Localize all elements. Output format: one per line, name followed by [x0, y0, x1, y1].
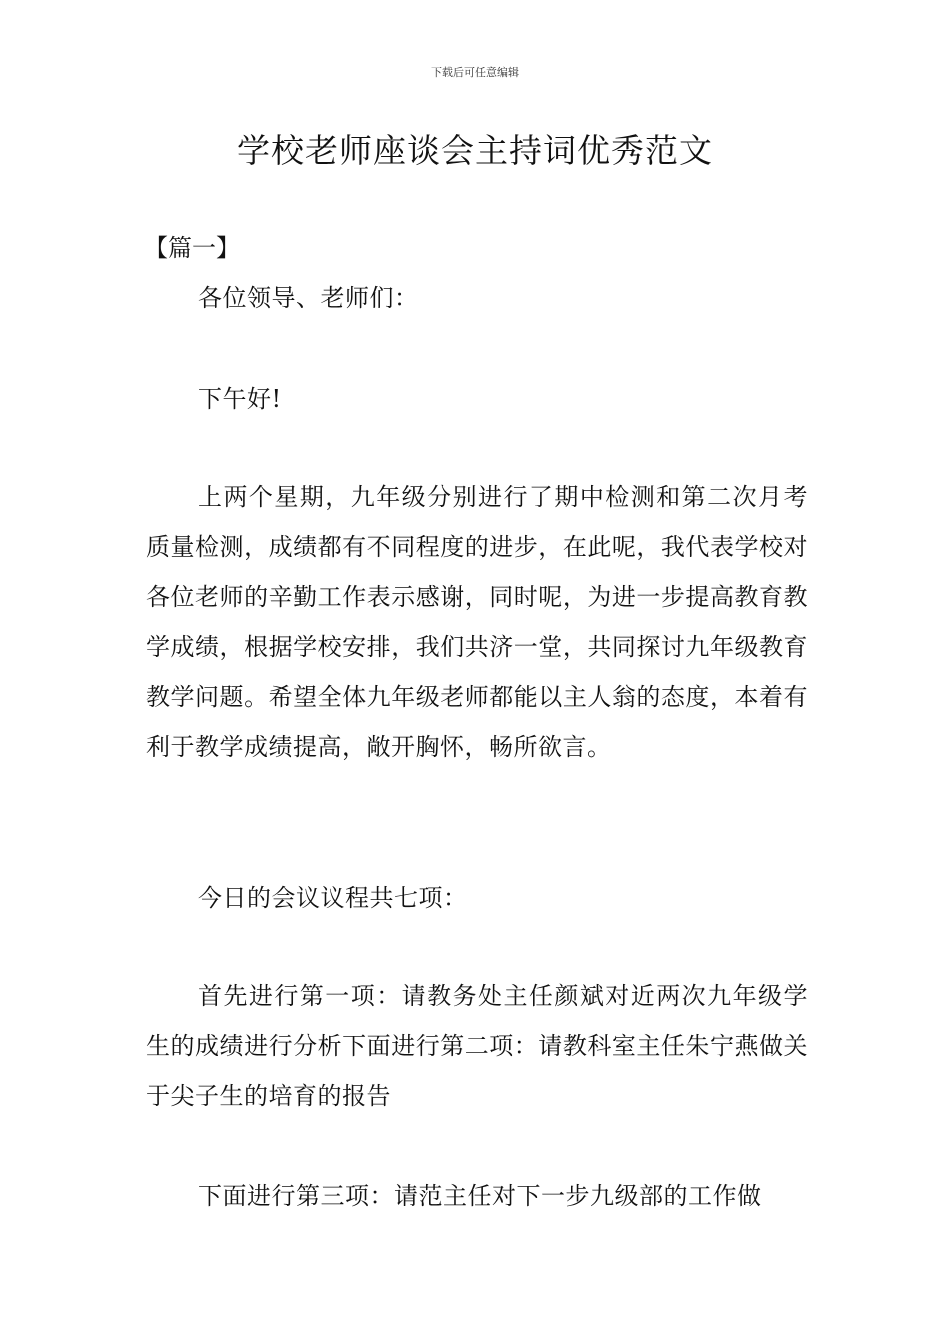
section-label: 【篇一】: [144, 234, 240, 262]
header-note: 下载后可任意编辑: [431, 66, 519, 79]
paragraph-agenda-item-3: 下面进行第三项：请范主任对下一步九级部的工作做: [198, 1182, 762, 1210]
paragraph-agenda: 今日的会议议程共七项：: [198, 884, 468, 912]
document-title: 学校老师座谈会主持词优秀范文: [237, 131, 713, 170]
paragraph-good-afternoon: 下午好!: [198, 385, 282, 413]
paragraph-introduction: 上两个星期，九年级分别进行了期中检测和第二次月考质量检测，成绩都有不同程度的进步，在此呢，我代表学校对各位老师的辛勤工作表示感谢，同时呢，为进一步提高教育教学成绩，根据学校安排，我们共济一堂，共同探讨九年级教育教学问题。希望全体九年级老师都能以主人翁的态度，本着有利于教学成绩提高，敞开胸怀，畅所欲言。: [146, 483, 808, 761]
paragraph-agenda-item-1-2: 首先进行第一项：请教务处主任颜斌对近两次九年级学生的成绩进行分析下面进行第二项：请教科室主任朱宁燕做关于尖子生的培育的报告: [146, 982, 808, 1110]
paragraph-greeting: 各位领导、老师们：: [198, 284, 419, 312]
